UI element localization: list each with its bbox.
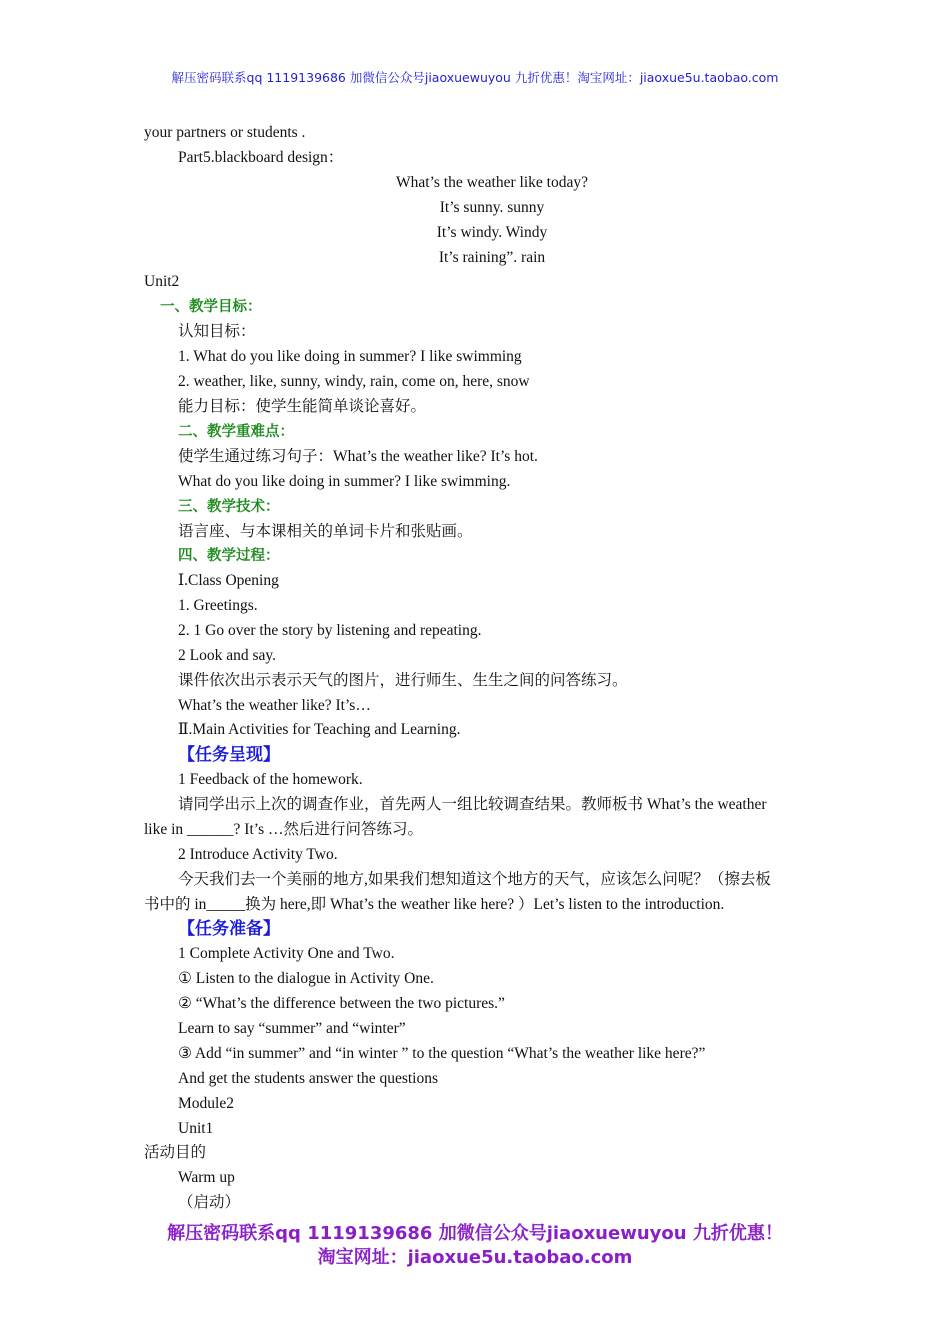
blackboard-line: What’s the weather like today? bbox=[396, 174, 588, 191]
text-line: 使学生通过练习句子：What’s the weather like? It’s hot. bbox=[178, 448, 538, 465]
text-line: ① Listen to the dialogue in Activity One. bbox=[178, 970, 434, 987]
text-line: 书中的 in_____换为 here,即 What’s the weather like here? ）Let’s listen to the introduction. bbox=[144, 896, 725, 913]
text-line: 活动目的 bbox=[144, 1144, 207, 1161]
text-line: Ⅰ.Class Opening bbox=[178, 572, 279, 589]
module-heading: Module2 bbox=[178, 1095, 234, 1112]
blackboard-line: It’s raining”. rain bbox=[438, 249, 546, 266]
text-line: （启动） bbox=[178, 1194, 241, 1211]
blackboard-line: It’s windy. Windy bbox=[436, 224, 548, 241]
text-line: 请同学出示上次的调查作业，首先两人一组比较调查结果。教师板书 What’s the weather bbox=[178, 796, 767, 813]
unit-heading: Unit2 bbox=[144, 273, 180, 290]
text-line: 2. 1 Go over the story by listening and repeating. bbox=[178, 622, 482, 639]
text-line: And get the students answer the questions bbox=[178, 1070, 439, 1087]
text-line: 能力目标：使学生能简单谈论喜好。 bbox=[178, 398, 427, 415]
text-line: your partners or students . bbox=[144, 124, 306, 141]
text-line: Warm up bbox=[178, 1169, 235, 1186]
text-line: 课件依次出示表示天气的图片，进行师生、生生之间的问答练习。 bbox=[178, 672, 628, 689]
text-line: What’s the weather like? It’s… bbox=[178, 697, 371, 714]
page-header-notice: 解压密码联系qq 1119139686 加微信公众号jiaoxuewuyou 九折优惠！淘宝网址：jiaoxue5u.taobao.com bbox=[171, 70, 779, 85]
text-line: ② “What’s the difference between the two pictures.” bbox=[178, 995, 505, 1012]
text-line: ③ Add “in summer” and “in winter ” to the question “What’s the weather like here?” bbox=[178, 1045, 706, 1062]
text-line: 1. Greetings. bbox=[178, 597, 258, 614]
text-line: 今天我们去一个美丽的地方,如果我们想知道这个地方的天气，应该怎么问呢？（擦去板 bbox=[178, 871, 771, 888]
blackboard-design-label: Part5.blackboard design： bbox=[178, 149, 344, 166]
text-line: 1 Feedback of the homework. bbox=[178, 771, 363, 788]
blackboard-line: It’s sunny. sunny bbox=[439, 199, 545, 216]
task-heading-presentation: 【任务呈现】 bbox=[178, 745, 280, 765]
text-line: 语言座、与本课相关的单词卡片和张贴画。 bbox=[178, 523, 473, 540]
section-heading-process: 四、教学过程： bbox=[178, 548, 280, 564]
footer-notice-line2: 淘宝网址：jiaoxue5u.taobao.com bbox=[317, 1247, 633, 1268]
text-line: 2. weather, like, sunny, windy, rain, come on, here, snow bbox=[178, 373, 530, 390]
section-heading-key-points: 二、教学重难点： bbox=[178, 424, 294, 440]
footer-notice-line1: 解压密码联系qq 1119139686 加微信公众号jiaoxuewuyou 九折优惠！ bbox=[167, 1223, 783, 1244]
text-line: Ⅱ.Main Activities for Teaching and Learning. bbox=[178, 721, 461, 738]
text-line: 2 Introduce Activity Two. bbox=[178, 846, 338, 863]
text-line: Learn to say “summer” and “winter” bbox=[178, 1020, 406, 1037]
text-line: like in ______? It’s …然后进行问答练习。 bbox=[144, 821, 423, 838]
text-line: 认知目标： bbox=[178, 323, 256, 340]
task-heading-preparation: 【任务准备】 bbox=[178, 919, 280, 939]
text-line: 1. What do you like doing in summer? I like swimming bbox=[178, 348, 522, 365]
section-heading-technology: 三、教学技术： bbox=[178, 499, 280, 515]
section-heading-objectives: 一、教学目标： bbox=[160, 299, 262, 315]
text-line: What do you like doing in summer? I like swimming. bbox=[178, 473, 511, 490]
unit-heading: Unit1 bbox=[178, 1120, 214, 1137]
text-line: 1 Complete Activity One and Two. bbox=[178, 945, 395, 962]
text-line: 2 Look and say. bbox=[178, 647, 277, 664]
